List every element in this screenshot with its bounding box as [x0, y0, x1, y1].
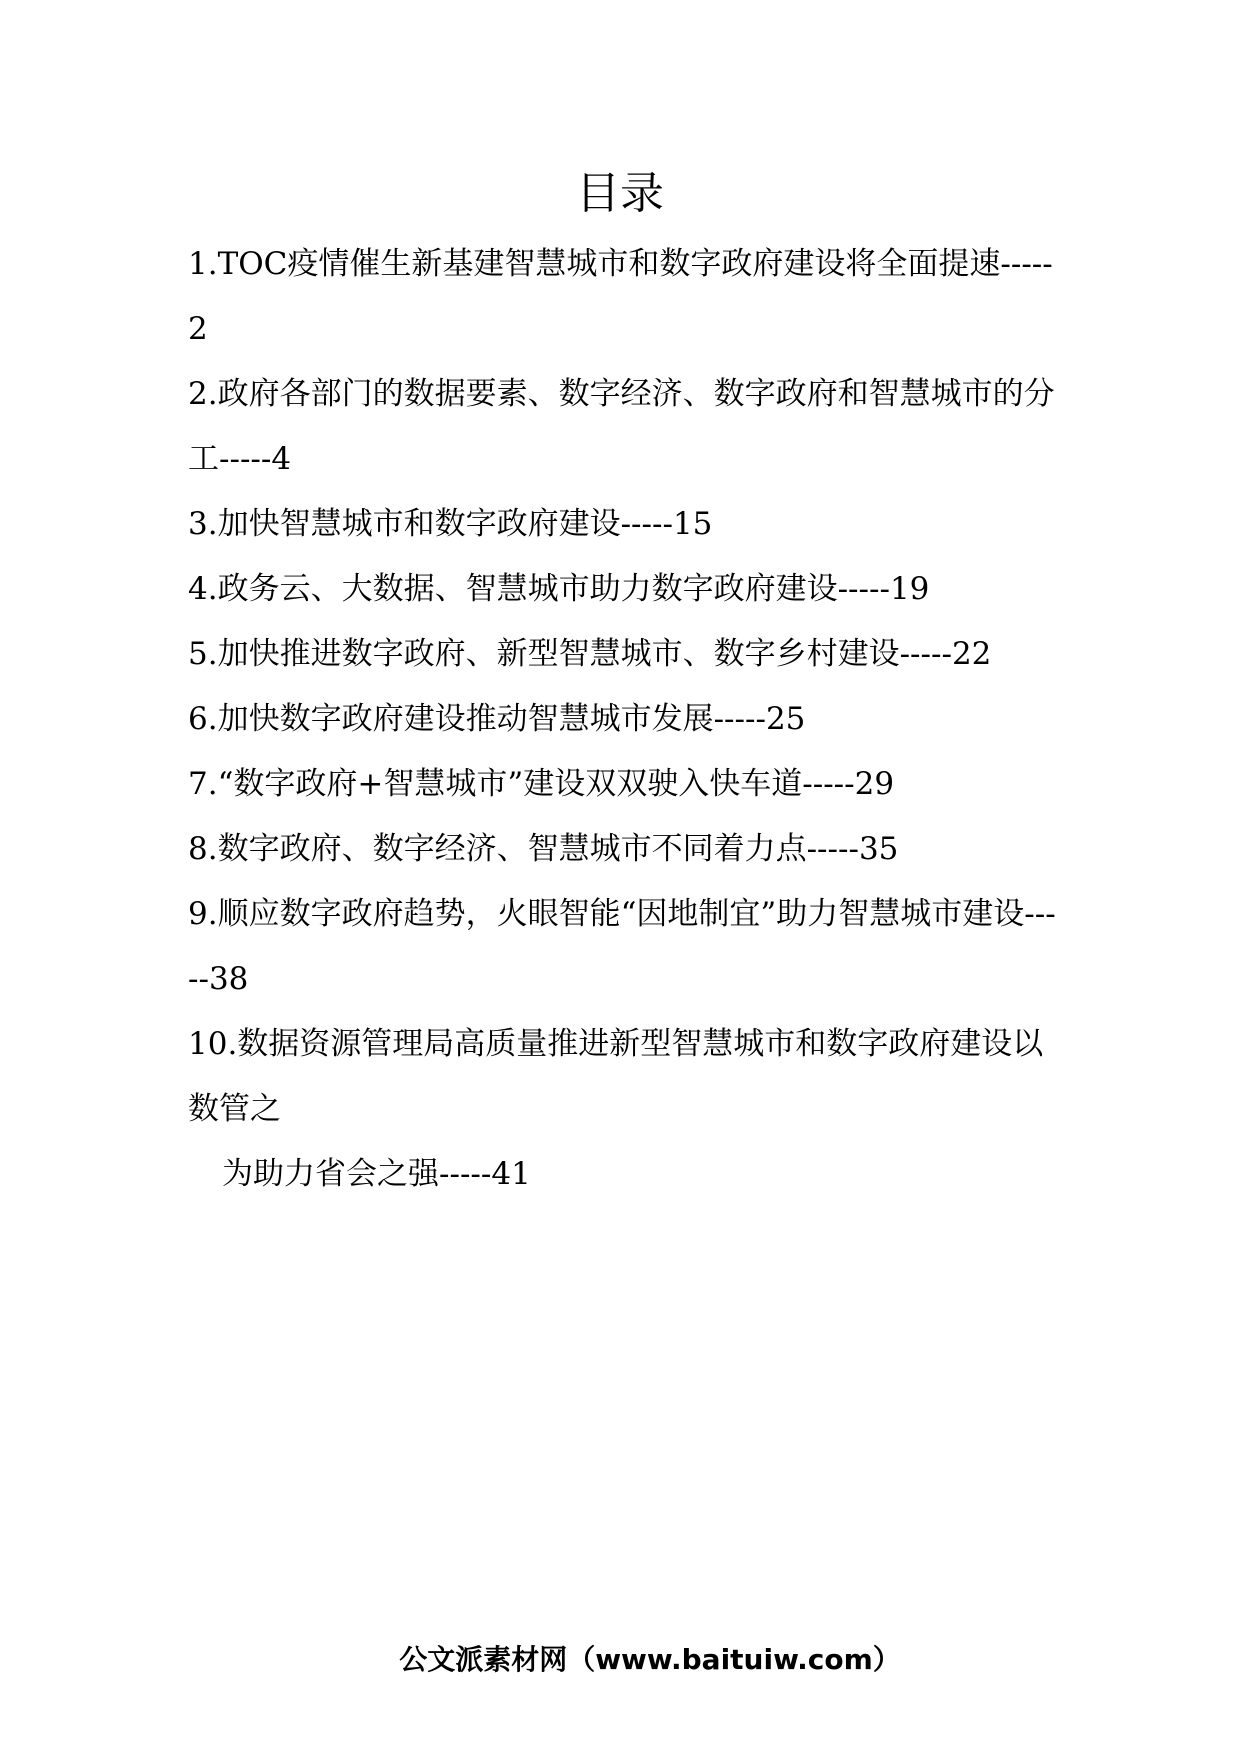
- toc-entry-8[interactable]: 8.数字政府、数字经济、智慧城市不同着力点-----35: [188, 831, 899, 867]
- toc-entry-7[interactable]: 7.“数字政府+智慧城市”建设双双驶入快车道-----29: [188, 766, 895, 802]
- toc-entry-2[interactable]: 2.政府各部门的数据要素、数字经济、数字政府和智慧城市的分工-----4: [188, 376, 1055, 477]
- toc-entry-6[interactable]: 6.加快数字政府建设推动智慧城市发展-----25: [188, 701, 806, 737]
- toc-entry-5[interactable]: 5.加快推进数字政府、新型智慧城市、数字乡村建设-----22: [188, 636, 992, 672]
- toc-entry-1[interactable]: 1.TOC疫情催生新基建智慧城市和数字政府建设将全面提速-----2: [188, 246, 1053, 347]
- toc-entry-4[interactable]: 4.政务云、大数据、智慧城市助力数字政府建设-----19: [188, 571, 930, 607]
- toc-entry-10[interactable]: 10.数据资源管理局高质量推进新型智慧城市和数字政府建设以数管之: [188, 1026, 1044, 1127]
- table-of-contents: [188, 232, 1058, 1207]
- toc-entry-3[interactable]: 3.加快智慧城市和数字政府建设-----15: [188, 506, 713, 542]
- page-title: 目录: [576, 168, 664, 219]
- toc-entry-9[interactable]: 9.顺应数字政府趋势，火眼智能“因地制宜”助力智慧城市建设-----38: [188, 896, 1056, 997]
- footer-watermark: 公文派素材网（www.baituiw.com）: [399, 1643, 901, 1676]
- toc-entry-10-continuation[interactable]: 为助力省会之强-----41: [222, 1156, 531, 1192]
